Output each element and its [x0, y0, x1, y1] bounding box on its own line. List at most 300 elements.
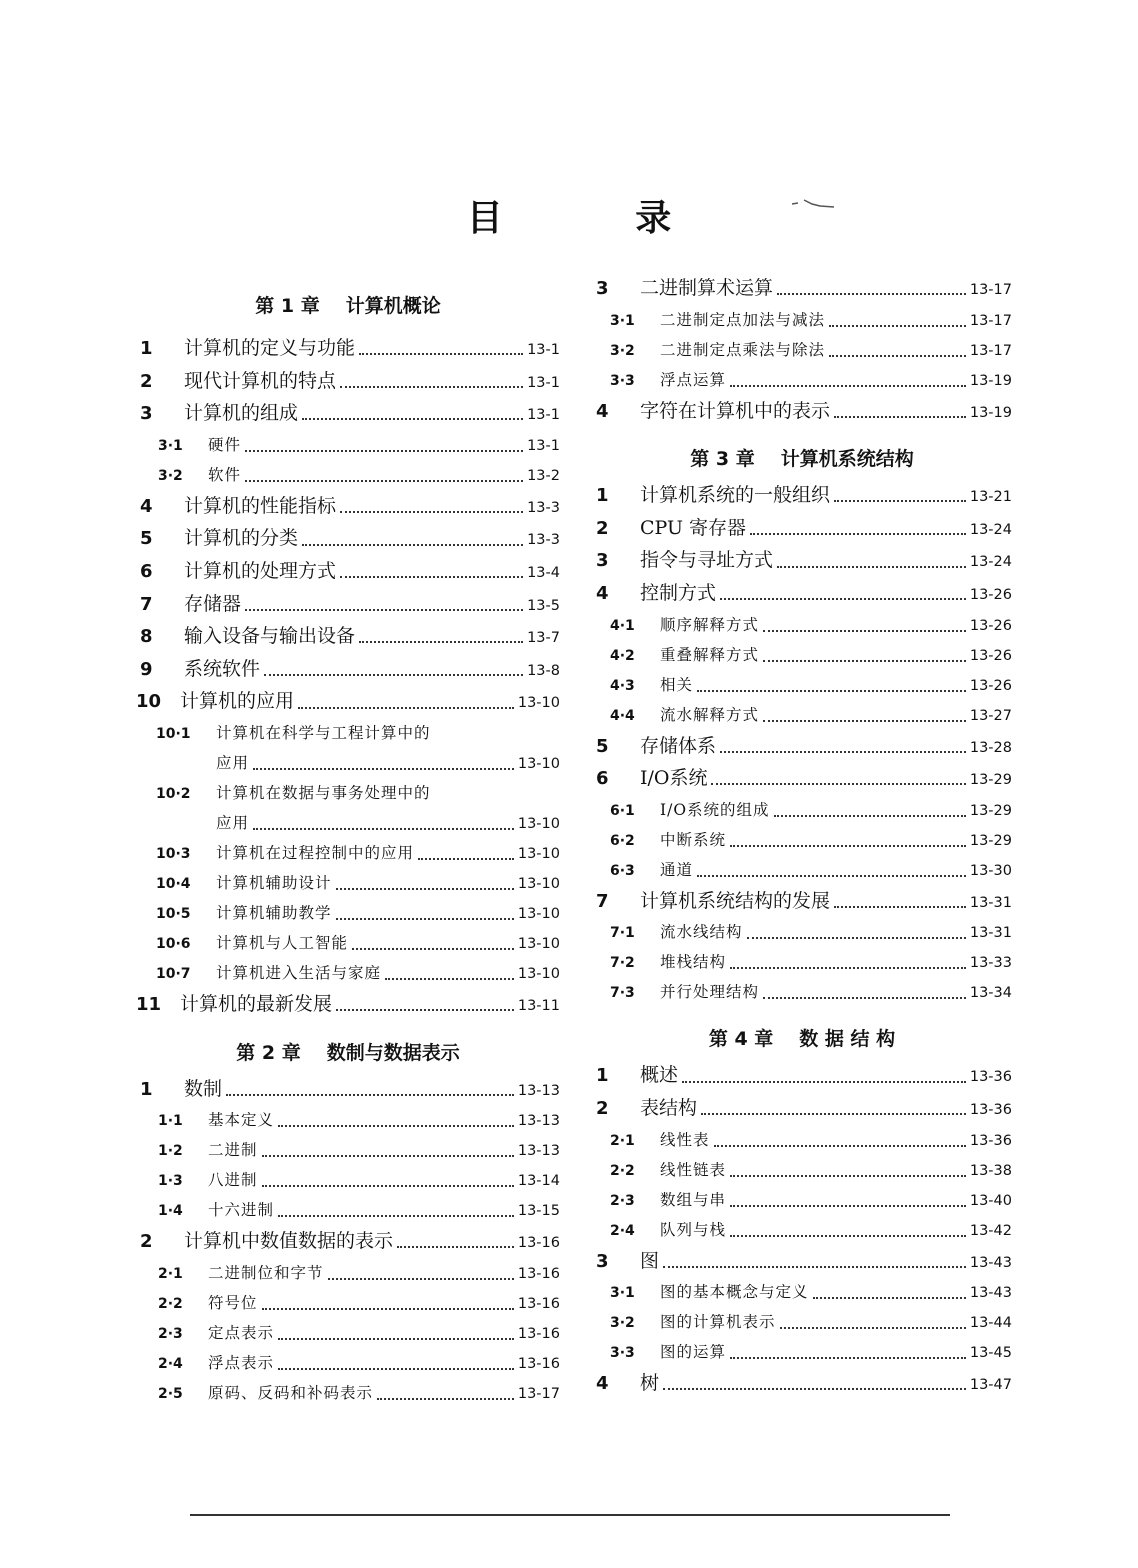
entry-title: I/O系统的组成: [660, 800, 770, 819]
toc-entry: [592, 512, 1012, 545]
entry-page-number: 13-10: [517, 815, 560, 832]
entry-title: 计算机的定义与功能: [184, 337, 356, 359]
toc-entry: [592, 272, 1012, 305]
leader-dots: [720, 751, 966, 753]
entry-number: 7·2: [610, 955, 635, 972]
entry-page-number: 13-17: [969, 312, 1012, 329]
entry-number: 1: [140, 1078, 153, 1100]
entry-number: 5: [140, 528, 153, 550]
entry-page-number: 13-36: [969, 1101, 1012, 1118]
toc-entry: [592, 1245, 1012, 1278]
entry-title: 原码、反码和补码表示: [208, 1383, 374, 1402]
toc-entry: [592, 1155, 1012, 1185]
toc-entry: [136, 490, 560, 523]
entry-number: 2·2: [610, 1162, 635, 1179]
entry-number: 2: [140, 370, 153, 392]
leader-dots: [352, 948, 514, 950]
leader-dots: [245, 609, 523, 611]
entry-number: 2·1: [610, 1132, 635, 1149]
leader-dots: [813, 1297, 966, 1299]
entry-number: 1: [596, 485, 609, 507]
leader-dots: [298, 707, 514, 709]
leader-dots: [682, 1081, 966, 1083]
entry-title: 计算机的性能指标: [184, 494, 337, 517]
leader-dots: [834, 906, 966, 908]
entry-number: 2·1: [158, 1265, 183, 1282]
toc-entry: [592, 1185, 1012, 1215]
toc-entry: [592, 395, 1012, 428]
toc-entry: [136, 1348, 560, 1378]
entry-page-number: 13-1: [527, 342, 560, 358]
entry-page-number: 13-36: [969, 1069, 1012, 1086]
leader-dots: [262, 1155, 514, 1157]
entry-number: 2: [596, 1097, 609, 1119]
leader-dots: [340, 576, 523, 578]
entry-page-number: 13-3: [527, 499, 560, 516]
entry-page-number: 13-16: [517, 1325, 560, 1342]
toc-entry: [592, 855, 1012, 885]
toc-entry: [136, 430, 560, 460]
entry-page-number: 13-36: [969, 1132, 1012, 1149]
entry-number: 4: [140, 495, 153, 517]
entry-title: 计算机在科学与工程计算中的: [216, 723, 431, 742]
toc-entry: [136, 868, 560, 898]
leader-dots: [377, 1398, 514, 1400]
entry-page-number: 13-38: [969, 1162, 1012, 1179]
entry-title: 计算机的处理方式: [184, 559, 337, 582]
entry-title: 计算机系统的一般组织: [640, 484, 831, 507]
entry-page-number: 13-17: [969, 282, 1012, 298]
leader-dots: [278, 1215, 514, 1217]
leader-dots: [720, 598, 966, 600]
toc-entry: [136, 838, 560, 868]
entry-title: 指令与寻址方式: [640, 549, 774, 572]
toc-entry: [136, 685, 560, 718]
entry-page-number: 13-13: [517, 1113, 560, 1130]
entry-number: 2: [140, 1231, 153, 1253]
entry-number: 10·6: [156, 935, 191, 952]
toc-entry: [136, 522, 560, 555]
toc-entry: [592, 305, 1012, 335]
toc-entry: [592, 335, 1012, 365]
entry-title: 定点表示: [208, 1323, 275, 1342]
leader-dots: [302, 544, 523, 546]
toc-entry: [592, 730, 1012, 763]
entry-page-number: 13-19: [969, 372, 1012, 389]
leader-dots: [245, 480, 523, 482]
entry-number: 6·1: [610, 802, 635, 819]
leader-dots: [245, 450, 523, 452]
entry-page-number: 13-24: [969, 521, 1012, 538]
entry-title: 流水线结构: [660, 923, 743, 942]
entry-number: 9: [140, 658, 153, 680]
leader-dots: [829, 325, 966, 327]
entry-title: 计算机辅助设计: [216, 873, 332, 892]
entry-title: 浮点运算: [660, 370, 727, 389]
toc-entry: [136, 620, 560, 653]
chapter-number: 第 2 章: [236, 1041, 301, 1064]
toc-entry: [592, 1059, 1012, 1092]
leader-dots: [763, 630, 966, 632]
toc-entry: [136, 718, 560, 748]
entry-number: 3: [596, 550, 609, 572]
leader-dots: [663, 1388, 966, 1390]
entry-number: 7·3: [610, 985, 635, 1002]
toc-entry: [136, 1073, 560, 1106]
entry-title: 流水解释方式: [660, 705, 760, 724]
chapter-number: 第 4 章: [708, 1028, 774, 1051]
entry-number: 4·4: [610, 707, 635, 724]
toc-entry: [592, 700, 1012, 730]
entry-page-number: 13-28: [969, 739, 1012, 756]
leader-dots: [834, 416, 966, 418]
entry-page-number: 13-42: [969, 1222, 1012, 1239]
toc-entry: [136, 555, 560, 588]
entry-number: 6: [140, 560, 153, 582]
entry-page-number: 13-13: [517, 1082, 560, 1099]
entry-page-number: 13-26: [969, 647, 1012, 664]
toc-entry: [592, 885, 1012, 918]
entry-title: 计算机的最新发展: [180, 992, 333, 1015]
entry-number: 10·2: [156, 785, 191, 802]
leader-dots: [780, 1327, 966, 1329]
entry-title: 基本定义: [208, 1111, 275, 1130]
entry-title: 存储器: [184, 592, 242, 615]
entry-title: 线性表: [660, 1130, 710, 1149]
entry-page-number: 13-29: [969, 832, 1012, 849]
chapter-heading: [592, 427, 1012, 479]
leader-dots: [278, 1368, 514, 1370]
entry-title: 应用: [216, 813, 250, 832]
leader-dots: [829, 355, 966, 357]
entry-page-number: 13-10: [517, 875, 560, 892]
entry-page-number: 13-4: [527, 564, 560, 581]
toc-entry: [136, 1288, 560, 1318]
entry-page-number: 13-16: [517, 1355, 560, 1372]
entry-title: 概述: [640, 1064, 679, 1087]
chapter-title: 计算机概论: [345, 295, 441, 317]
leader-dots: [278, 1125, 514, 1127]
toc-entry: [136, 958, 560, 988]
chapter-number: 第 3 章: [690, 448, 755, 471]
leader-dots: [777, 566, 966, 568]
toc-entry: [592, 640, 1012, 670]
entry-page-number: 13-34: [969, 985, 1012, 1002]
leader-dots: [262, 1185, 514, 1187]
toc-entry: [136, 460, 560, 490]
entry-title: 图: [640, 1249, 660, 1272]
entry-title: 二进制: [208, 1141, 258, 1160]
entry-title: 二进制定点乘法与除法: [660, 340, 826, 359]
entry-number: 3: [596, 278, 609, 299]
entry-page-number: 13-31: [969, 925, 1012, 942]
entry-page-number: 13-16: [517, 1265, 560, 1282]
leader-dots: [340, 386, 523, 388]
entry-title: 顺序解释方式: [660, 615, 760, 634]
entry-page-number: 13-40: [969, 1192, 1012, 1209]
entry-title: CPU 寄存器: [640, 516, 747, 539]
entry-page-number: 13-26: [969, 617, 1012, 634]
entry-page-number: 13-43: [969, 1285, 1012, 1302]
toc-entry: [136, 808, 560, 838]
entry-number: 4: [596, 1373, 609, 1395]
entry-title: 现代计算机的特点: [184, 369, 337, 392]
entry-title: 浮点表示: [208, 1353, 275, 1372]
leader-dots: [763, 997, 966, 999]
leader-dots: [359, 353, 523, 355]
entry-number: 10: [136, 691, 162, 713]
leader-dots: [385, 978, 514, 980]
entry-number: 4·1: [610, 617, 635, 634]
toc-entry: [592, 1125, 1012, 1155]
chapter-number: 第 1 章: [255, 295, 320, 317]
toc-entry: [592, 544, 1012, 577]
toc-entry: [136, 928, 560, 958]
leader-dots: [418, 858, 514, 860]
leader-dots: [834, 500, 966, 502]
entry-page-number: 13-2: [527, 467, 560, 484]
toc-entry: [136, 778, 560, 808]
toc-entry: [592, 365, 1012, 395]
entry-number: 1: [140, 338, 153, 359]
entry-number: 1·3: [158, 1173, 183, 1190]
entry-page-number: 13-16: [517, 1235, 560, 1252]
entry-page-number: 13-8: [527, 662, 560, 679]
leader-dots: [730, 1205, 966, 1207]
entry-page-number: 13-27: [969, 707, 1012, 724]
entry-page-number: 13-16: [517, 1295, 560, 1312]
entry-title: 输入设备与输出设备: [184, 625, 356, 648]
leader-dots: [663, 1266, 966, 1268]
leader-dots: [302, 418, 523, 420]
entry-number: 3: [596, 1250, 609, 1272]
toc-entry: [592, 917, 1012, 947]
leader-dots: [730, 1357, 966, 1359]
leader-dots: [714, 1145, 966, 1147]
entry-number: 2·4: [610, 1222, 635, 1239]
entry-title: 计算机进入生活与家庭: [216, 963, 382, 982]
toc-entry: [136, 748, 560, 778]
entry-page-number: 13-10: [517, 755, 560, 772]
chapter-heading: [592, 1007, 1012, 1059]
entry-title: 二进制位和字节: [208, 1263, 324, 1282]
toc-entry: [592, 762, 1012, 795]
entry-title: 软件: [208, 465, 242, 484]
leader-dots: [730, 1175, 966, 1177]
toc-entry: [592, 1367, 1012, 1400]
entry-number: 2·3: [610, 1192, 635, 1209]
entry-page-number: 13-26: [969, 586, 1012, 603]
entry-title: 符号位: [208, 1293, 258, 1312]
toc-entry: [592, 977, 1012, 1007]
toc-entry: [136, 1318, 560, 1348]
entry-title: 计算机的组成: [184, 402, 299, 425]
entry-number: 1·4: [158, 1203, 183, 1220]
entry-number: 10·4: [156, 875, 191, 892]
entry-number: 3·2: [158, 467, 183, 484]
toc-entry: [136, 365, 560, 398]
toc-right-column: [592, 272, 1012, 1400]
entry-page-number: 13-47: [969, 1377, 1012, 1394]
entry-number: 2·3: [158, 1325, 183, 1342]
entry-page-number: 13-10: [517, 965, 560, 982]
entry-number: 3·3: [610, 1345, 635, 1362]
entry-page-number: 13-15: [517, 1203, 560, 1220]
toc-entry: [592, 1337, 1012, 1367]
entry-page-number: 13-10: [517, 935, 560, 952]
entry-page-number: 13-33: [969, 955, 1012, 972]
leader-dots: [262, 1308, 514, 1310]
entry-number: 8: [140, 626, 153, 648]
toc-entry: [592, 1277, 1012, 1307]
entry-title: 图的基本概念与定义: [660, 1283, 809, 1302]
leader-dots: [253, 828, 514, 830]
entry-page-number: 13-17: [517, 1385, 560, 1402]
entry-title: 中断系统: [660, 830, 727, 849]
entry-page-number: 13-1: [527, 407, 560, 424]
entry-page-number: 13-29: [969, 772, 1012, 789]
entry-page-number: 13-7: [527, 630, 560, 647]
entry-number: 6: [596, 768, 609, 790]
toc-entry: [136, 588, 560, 621]
entry-number: 11: [136, 993, 162, 1015]
bottom-rule: [190, 1514, 950, 1516]
entry-page-number: 13-44: [969, 1315, 1012, 1332]
toc-entry: [136, 1165, 560, 1195]
entry-number: 7: [596, 890, 609, 912]
entry-page-number: 13-10: [517, 905, 560, 922]
entry-number: 10·1: [156, 725, 191, 742]
entry-number: 4·2: [610, 647, 635, 664]
entry-page-number: 13-1: [527, 374, 560, 391]
leader-dots: [711, 783, 965, 785]
entry-number: 4: [596, 582, 609, 604]
entry-page-number: 13-45: [969, 1345, 1012, 1362]
entry-title: 二进制定点加法与减法: [660, 310, 826, 329]
entry-number: 1: [596, 1065, 609, 1087]
toc-entry: [136, 988, 560, 1021]
entry-number: 3·3: [610, 372, 635, 389]
entry-page-number: 13-19: [969, 404, 1012, 421]
leader-dots: [359, 641, 523, 643]
entry-page-number: 13-14: [517, 1173, 560, 1190]
chapter-title: 数 据 结 构: [799, 1028, 896, 1051]
chapter-title: 数制与数据表示: [326, 1041, 460, 1064]
entry-number: 7: [140, 593, 153, 615]
entry-title: 系统软件: [184, 657, 261, 680]
entry-title: 控制方式: [640, 581, 717, 604]
entry-title: 计算机辅助教学: [216, 903, 332, 922]
entry-number: 6·3: [610, 862, 635, 879]
leader-dots: [730, 967, 966, 969]
leader-dots: [336, 918, 514, 920]
toc-entry: [592, 1307, 1012, 1337]
entry-title: 字符在计算机中的表示: [640, 399, 831, 422]
toc-entry: [592, 610, 1012, 640]
entry-title: 图的运算: [660, 1343, 727, 1362]
entry-title: 图的计算机表示: [660, 1313, 776, 1332]
entry-title: 队列与栈: [660, 1220, 727, 1239]
entry-number: 3·1: [610, 312, 635, 329]
entry-number: 10·5: [156, 905, 191, 922]
entry-title: 八进制: [208, 1171, 258, 1190]
toc-entry: [136, 1135, 560, 1165]
leader-dots: [278, 1338, 514, 1340]
entry-page-number: 13-24: [969, 554, 1012, 571]
leader-dots: [730, 845, 966, 847]
entry-page-number: 13-29: [969, 802, 1012, 819]
entry-page-number: 13-30: [969, 862, 1012, 879]
entry-title: 表结构: [640, 1096, 698, 1119]
toc-entry: [592, 577, 1012, 610]
leader-dots: [336, 888, 514, 890]
entry-page-number: 13-43: [969, 1254, 1012, 1271]
toc-entry: [136, 653, 560, 686]
entry-title: 堆栈结构: [660, 953, 727, 972]
toc-entry: [592, 825, 1012, 855]
leader-dots: [397, 1246, 514, 1248]
toc-entry: [136, 1258, 560, 1288]
leader-dots: [730, 385, 966, 387]
toc-entry: [592, 479, 1012, 512]
entry-title: 计算机中数值数据的表示: [184, 1230, 394, 1253]
toc-entry: [592, 795, 1012, 825]
entry-page-number: 13-10: [517, 695, 560, 712]
entry-number: 2·4: [158, 1355, 183, 1372]
entry-title: 计算机在数据与事务处理中的: [216, 783, 431, 802]
entry-title: I/O系统: [640, 767, 708, 790]
toc-entry: [592, 670, 1012, 700]
leader-dots: [701, 1113, 966, 1115]
entry-number: 10·3: [156, 845, 191, 862]
entry-number: 1·1: [158, 1113, 183, 1130]
entry-page-number: 13-3: [527, 532, 560, 549]
entry-title: 数组与串: [660, 1190, 727, 1209]
leader-dots: [763, 720, 966, 722]
entry-number: 1·2: [158, 1143, 183, 1160]
entry-title: 计算机的分类: [184, 527, 299, 550]
leader-dots: [774, 815, 966, 817]
scan-speck-mark: [790, 196, 836, 210]
entry-title: 计算机在过程控制中的应用: [216, 843, 415, 862]
entry-page-number: 13-11: [517, 997, 560, 1014]
leader-dots: [697, 875, 966, 877]
entry-page-number: 13-21: [969, 489, 1012, 506]
entry-page-number: 13-10: [517, 845, 560, 862]
entry-page-number: 13-1: [527, 437, 560, 454]
entry-page-number: 13-13: [517, 1143, 560, 1160]
entry-title: 计算机与人工智能: [216, 933, 349, 952]
toc-entry: [136, 1378, 560, 1408]
entry-number: 3·2: [610, 342, 635, 359]
chapter-heading: [136, 1021, 560, 1073]
entry-number: 6·2: [610, 832, 635, 849]
entry-number: 10·7: [156, 965, 191, 982]
entry-number: 3: [140, 403, 153, 425]
entry-number: 2: [596, 517, 609, 539]
leader-dots: [697, 690, 966, 692]
leader-dots: [730, 1235, 966, 1237]
chapter-heading: [136, 272, 560, 332]
entry-title: 硬件: [208, 435, 242, 454]
entry-number: 4·3: [610, 677, 635, 694]
entry-title: 线性链表: [660, 1160, 727, 1179]
entry-number: 7·1: [610, 925, 635, 942]
toc-entry: [592, 1092, 1012, 1125]
leader-dots: [747, 937, 966, 939]
entry-title: 重叠解释方式: [660, 645, 760, 664]
entry-page-number: 13-5: [527, 597, 560, 614]
